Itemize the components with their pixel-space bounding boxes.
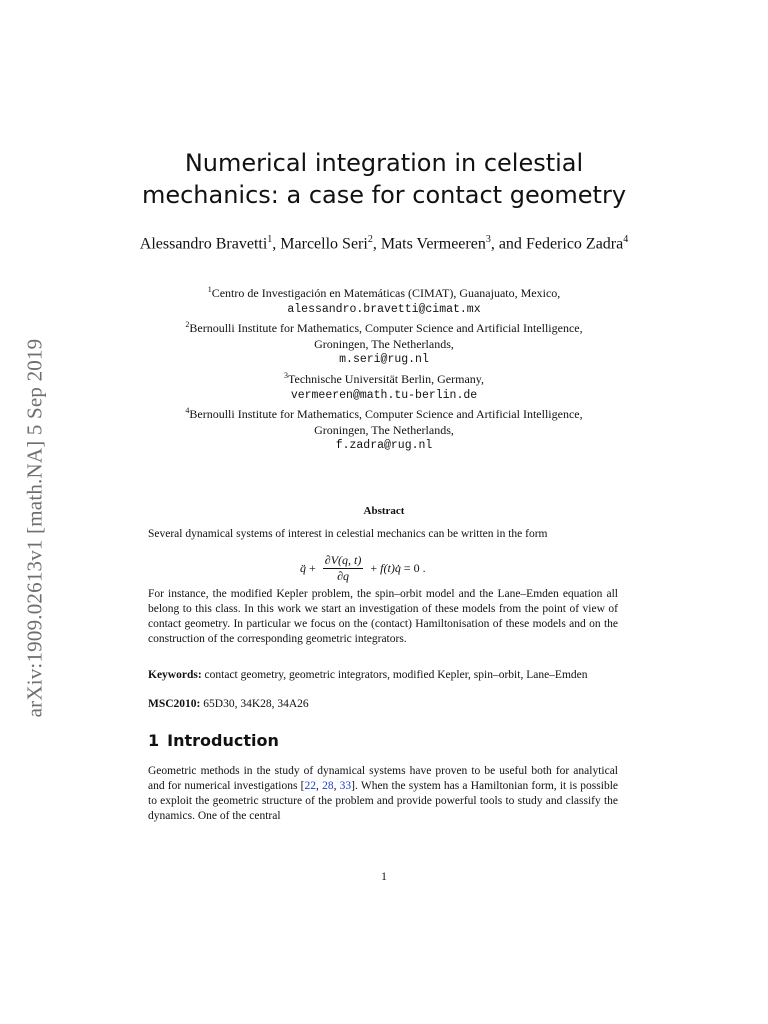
author-separator: , xyxy=(272,235,281,253)
author-separator: , xyxy=(372,235,381,253)
affil-text: Technische Universität Berlin, Germany, xyxy=(288,371,484,386)
author-name: Federico Zadra xyxy=(525,235,624,253)
fraction-numerator: ∂V(q, t) xyxy=(324,552,362,567)
affiliation-2 xyxy=(130,317,638,337)
author-affil-mark: 2 xyxy=(367,234,373,245)
intro-text: , xyxy=(333,780,340,792)
paper-title xyxy=(100,147,668,211)
equation-fraction xyxy=(323,554,364,583)
affiliation-3 xyxy=(130,368,638,388)
affiliations xyxy=(130,282,638,454)
author-name: Mats Vermeeren xyxy=(380,235,486,253)
affil-mark: 3 xyxy=(284,370,288,380)
intro-text: Geometric methods in the study of dynamical systems have proven to be useful both for analytical and for numerical investigations [ xyxy=(148,765,618,792)
equation-plus: + xyxy=(370,560,378,575)
arxiv-identifier-text: arXiv:1909.02613v1 [math.NA] 5 Sep 2019 xyxy=(22,338,47,718)
section-number: 1 xyxy=(148,731,160,750)
equation-plus: + xyxy=(309,560,316,575)
citation-link[interactable]: 33 xyxy=(339,780,352,792)
abstract-paragraph-1: Several dynamical systems of interest in celestial mechanics can be written in the form xyxy=(148,528,548,540)
msc-codes: 65D30, 34K28, 34A26 xyxy=(203,698,309,710)
author-affil-mark: 3 xyxy=(485,234,491,245)
author-name: Marcello Seri xyxy=(280,235,368,253)
affil-mark: 4 xyxy=(185,406,190,416)
affiliation-2-location: Groningen, The Netherlands, xyxy=(314,336,454,351)
equation-lhs: q̈ xyxy=(300,560,306,575)
author-separator: , and xyxy=(490,235,526,253)
affil-mark: 1 xyxy=(207,285,212,294)
email-link[interactable]: vermeeren@math.tu-berlin.de xyxy=(290,388,478,402)
affil-mark: 2 xyxy=(185,320,190,330)
citation-link[interactable]: 22 xyxy=(304,780,316,792)
affil-text: Bernoulli Institute for Mathematics, Computer Science and Artificial Intelligence, xyxy=(189,321,583,336)
page-number: 1 xyxy=(381,871,387,883)
affiliation-4-location: Groningen, The Netherlands, xyxy=(314,422,454,437)
affiliation-1 xyxy=(130,282,638,302)
email-link[interactable]: alessandro.bravetti@cimat.mx xyxy=(287,302,481,316)
affil-text: Centro de Investigación en Matemáticas (CIMAT), Guanajuato, Mexico, xyxy=(211,286,561,300)
email-link[interactable]: f.zadra@rug.nl xyxy=(335,439,433,453)
abstract-equation xyxy=(300,550,429,586)
keywords-text: contact geometry, geometric integrators, modified Kepler, spin–orbit, Lane–Emden xyxy=(204,669,588,681)
author-list xyxy=(110,229,658,255)
email-link[interactable]: m.seri@rug.nl xyxy=(339,353,429,367)
equation-term: f(t)q̇ xyxy=(380,560,401,575)
msc-label: MSC2010: xyxy=(148,698,201,710)
author-affil-mark: 4 xyxy=(623,234,629,245)
title-line-2: mechanics: a case for contact geometry xyxy=(141,181,627,209)
author-affil-mark: 1 xyxy=(267,234,273,245)
affiliation-4 xyxy=(130,403,638,423)
abstract-paragraph-2: For instance, the modified Kepler problem, the spin–orbit model and the Lane–Emden equation all belong to this class. In this work we start an investigation of these models from the point of view of contact geometry. In particular we focus on the (contact) Hamiltonisation of these models and on the construction of the corresponding geometric integrators. xyxy=(148,588,618,645)
intro-text: , xyxy=(316,780,323,792)
section-heading-introduction xyxy=(148,731,279,750)
section-title: Introduction xyxy=(167,731,279,750)
affil-text: Bernoulli Institute for Mathematics, Computer Science and Artificial Intelligence, xyxy=(189,407,583,422)
keywords-label: Keywords: xyxy=(148,669,202,681)
citation-link[interactable]: 28 xyxy=(322,780,334,792)
introduction-paragraph xyxy=(148,764,618,824)
intro-text: ]. When the system has a Hamiltonian form, it is possible to exploit the geometric structure of the problem and provide powerful tools to study and classify the dynamics. One of the central xyxy=(148,780,618,822)
abstract-heading: Abstract xyxy=(363,505,405,517)
equation-rhs: = 0 . xyxy=(403,560,426,575)
keywords-line xyxy=(148,668,618,683)
title-line-1: Numerical integration in celestial xyxy=(184,149,584,177)
author-name: Alessandro Bravetti xyxy=(139,235,268,253)
fraction-denominator: ∂q xyxy=(337,568,350,583)
msc-line xyxy=(148,697,618,712)
